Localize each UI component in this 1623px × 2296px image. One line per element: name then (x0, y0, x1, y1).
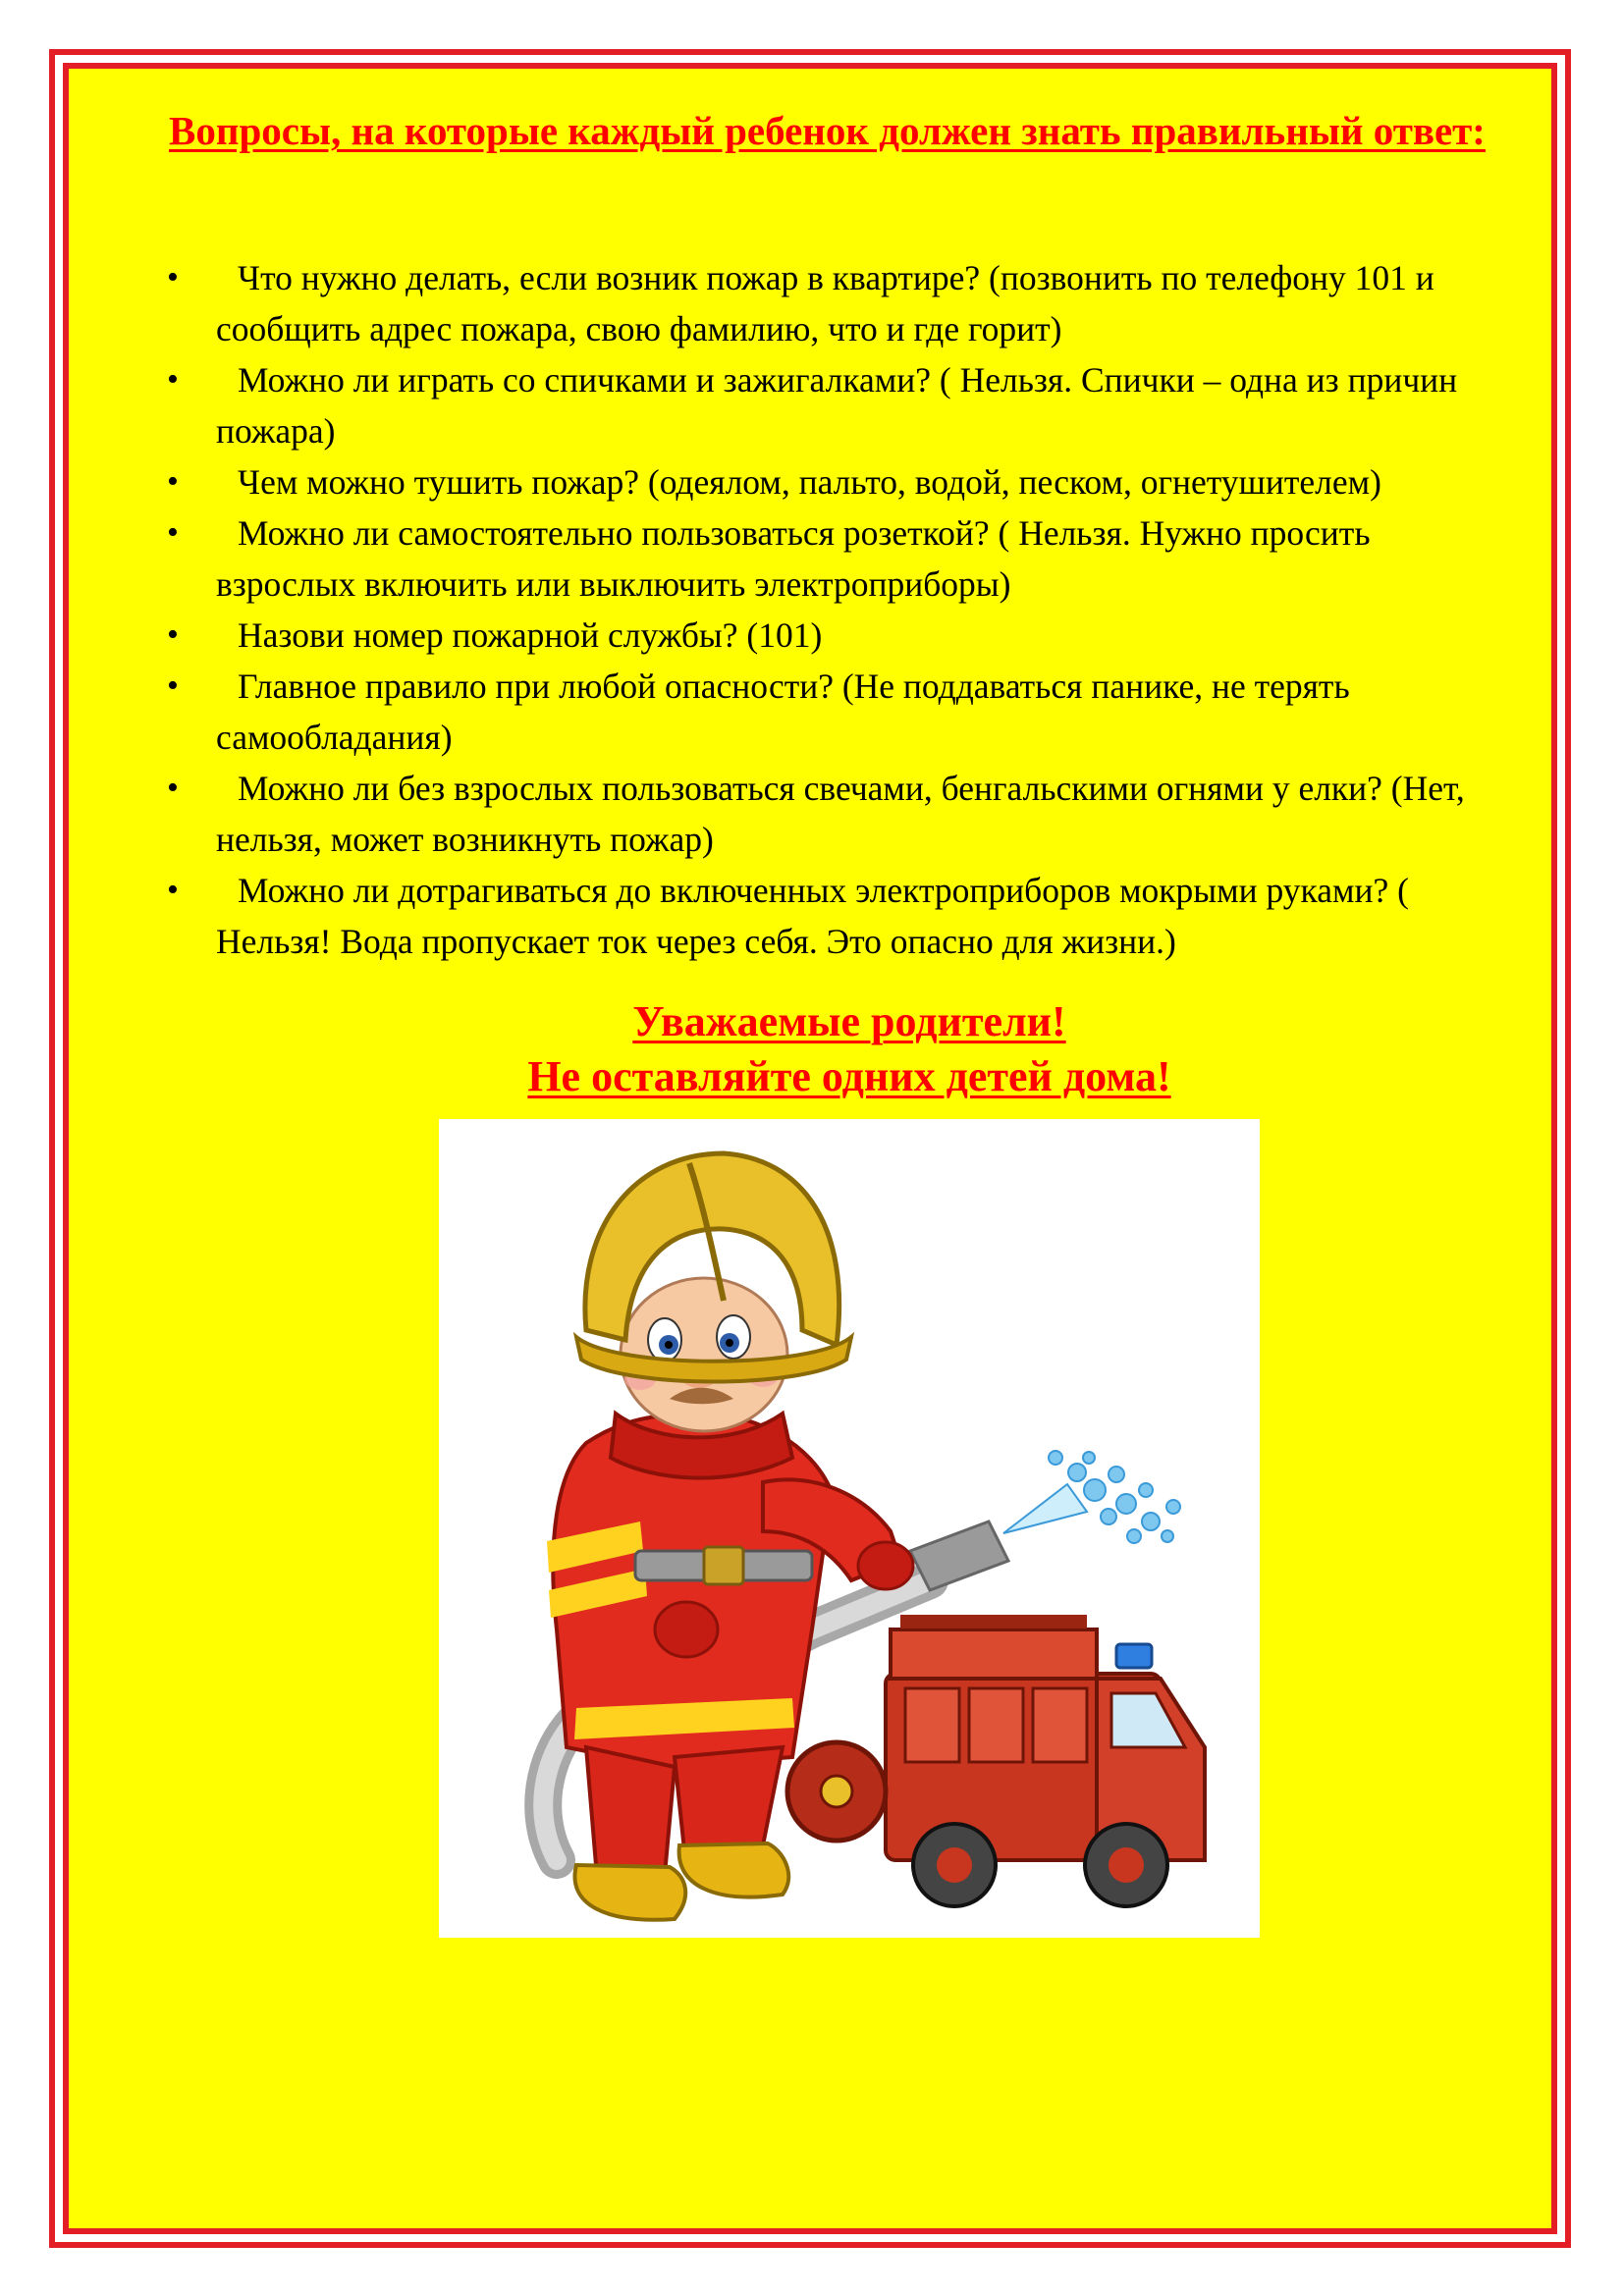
question-text: Что нужно делать, если возник пожар в квартире? (позвонить по телефону 101 и сообщить адрес пожара, свою фамилию, что и где горит) (216, 258, 1434, 348)
list-item (110, 865, 1504, 967)
question-text: Можно ли дотрагиваться до включенных электроприборов мокрыми руками? ( Нельзя! Вода пропускает ток через себя. Это опасно для жизни.) (216, 871, 1409, 961)
bullet-icon: • (167, 259, 179, 295)
parents-warning: Не оставляйте одних детей дома! (527, 1052, 1171, 1100)
question-text: Можно ли без взрослых пользоваться свечами, бенгальскими огнями у елки? (Нет, нельзя, может возникнуть пожар) (216, 769, 1465, 859)
list-item (110, 354, 1504, 456)
list-item (110, 763, 1504, 865)
questions-list (110, 252, 1504, 967)
list-item (110, 661, 1504, 763)
parents-notice (216, 994, 1483, 1104)
question-text: Можно ли играть со спичками и зажигалками? ( Нельзя. Спички – одна из причин пожара) (216, 360, 1458, 451)
bullet-icon: • (167, 872, 179, 908)
bullet-icon: • (167, 463, 179, 500)
questions-heading: Вопросы, на которые каждый ребенок должен знать правильный ответ: (169, 108, 1486, 153)
bullet-icon: • (167, 514, 179, 551)
bullet-icon: • (167, 667, 179, 704)
bullet-icon: • (167, 770, 179, 806)
firefighter-illustration (439, 1119, 1260, 1938)
question-text: Чем можно тушить пожар? (одеялом, пальто, водой, песком, огнетушителем) (238, 462, 1381, 502)
bullet-icon: • (167, 361, 179, 398)
question-text: Можно ли самостоятельно пользоваться розеткой? ( Нельзя. Нужно просить взрослых включить или выключить электроприборы) (216, 513, 1371, 604)
parents-greeting: Уважаемые родители! (632, 997, 1066, 1045)
list-item (110, 456, 1504, 507)
question-text: Назови номер пожарной службы? (101) (238, 615, 823, 655)
bullet-icon: • (167, 616, 179, 653)
list-item (110, 610, 1504, 661)
firefighter-with-truck-picture (439, 1119, 1260, 1938)
question-text: Главное правило при любой опасности? (Не поддаваться панике, не терять самообладания) (216, 667, 1350, 757)
list-item (110, 507, 1504, 610)
list-item (110, 252, 1504, 354)
